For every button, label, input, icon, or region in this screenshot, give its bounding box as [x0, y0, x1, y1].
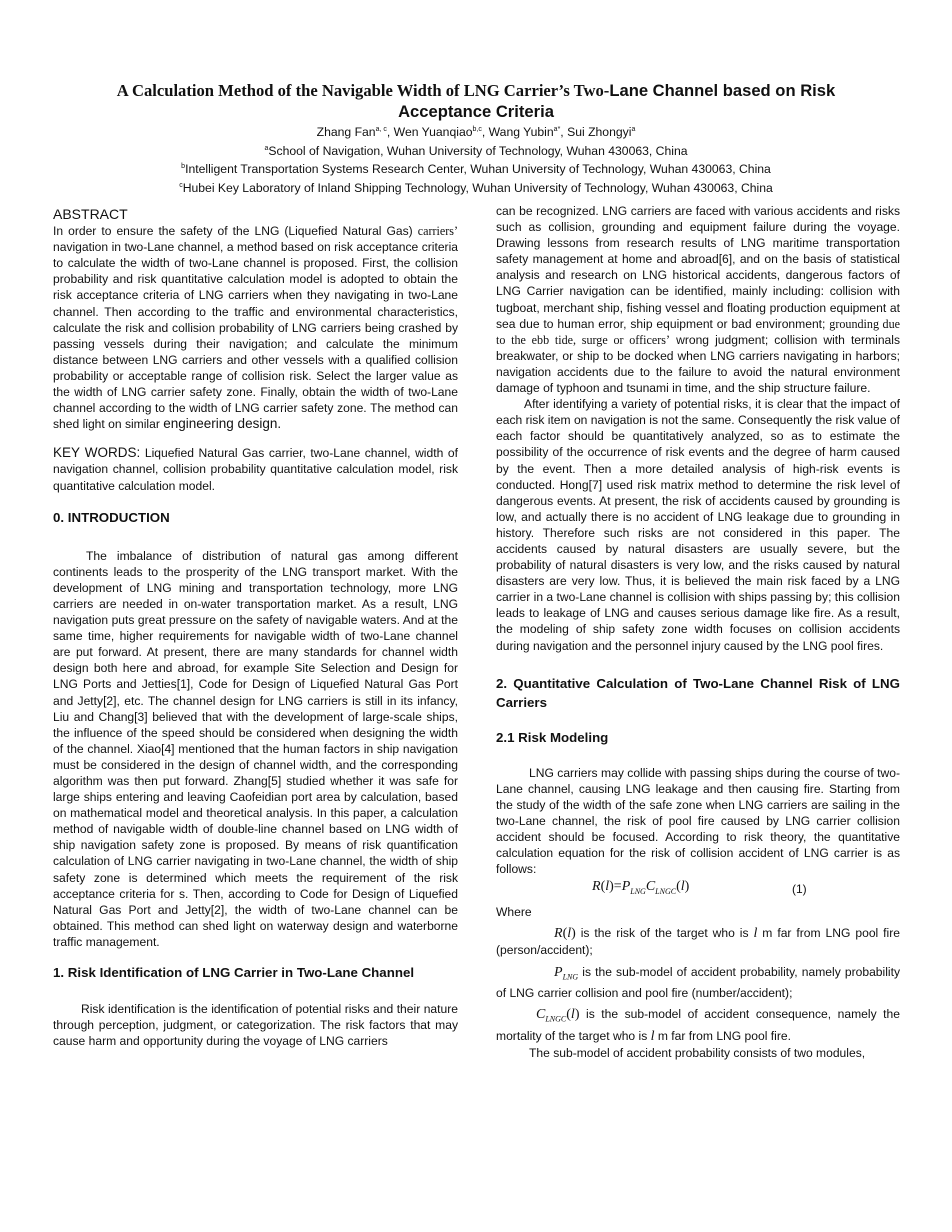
title-line2: Acceptance Criteria — [398, 102, 554, 121]
right-column — [496, 203, 900, 1061]
probability-submodel-text: The sub-model of accident probability consists of two modules, — [529, 1045, 866, 1060]
affiliation-c: $^c$Hubei Key Laboratory of Inland Shipping Technology, Wuhan University of Technology, Wuhan 430063, China — [179, 180, 773, 195]
author-block — [60, 122, 892, 196]
title-line1: A Calculation Method of the Navigable Width of LNG Carrier’s Two- — [116, 81, 610, 100]
paper-title — [60, 80, 892, 122]
section21-heading: 2.1 Risk Modeling — [496, 729, 609, 745]
intro-heading: 0. INTRODUCTION — [53, 509, 170, 525]
definition-consequence: $C_{LNGC}(l)$ is the sub-model of accident consequence, namely the mortality of the target who is l m far from LNG pool fire. — [496, 1007, 900, 1044]
author-names: Zhang Fan$^{a, c}$, Wen Yuanqiao$^{b,c}$, Wang Yubin$^{a*}$, Sui Zhongyi$^a$ — [316, 125, 636, 140]
definition-risk: R(l) is the risk of the target who is l m far from LNG pool fire (person/accident); — [496, 926, 900, 958]
section1-paragraph2: After identifying a variety of potential risks, it is clear that the impact of each risk item on navigation is not the same. Consequently the risk value of each factor should be quantitatively analyzed, so as to estimate the possibility of the occurrence of risk events and the degree of harm caused by the event. Then a more detailed analysis of high-risk events is conducted. Hong[7] used risk matrix method to determine the risk level of dangerous events. At present, the risk of accidents caused by grounding is low, and actually there is no accident of LNG leakage due to grounding in history. Therefore such risks are not considered in this paper. The accidents caused by natural disasters are usually severe, but the probability of natural disasters is very low, and the risks caused by natural disasters are very low. Thus, it is believed the main risk faced by a LNG carrier in a two-Lane channel is collision with ships passing by; this collision leads to leakage of LNG and causes serious damage like fire. As a result, the modeling of ship safety zone width focuses on collision accidents during navigation and the personnel injury caused by the LNG pool fires. — [496, 397, 901, 653]
intro-text: The imbalance of distribution of natural gas among different continents leads to the prosperity of the LNG transport market. With the development of LNG mining and transportation technology, more LNG carriers are needed in on-water transportation market. As a result, LNG navigation puts great pressure on the safety of navigable waters. And at the same time, higher requirements for navigable width of two-Lane channel are put forward. At present, there are many standards for channel width design both here and abroad, for example Site Selection and Design for LNG Ports and Jetties[1], Code for Design of Liquefied Natural Gas Port and Jetty[2], etc. The channel design for LNG carriers is still in its infancy, Liu and Chang[3] believed that with the development of large-scale ships, the influence of the speed should be considered when designing the width of the channel. Xiao[4] mentioned that the human factors in ship navigation must be considered in the design of channel width, and the corresponding algorithm was then put forward. Zhang[5] studied whether it was safe for large ships entering and leaving Caofeidian port area by calculation, based on mathematical model and theoretical analysis. In this paper, a calculation method of navigable width of double-line channel based on LNG width of ship navigation safety zone is proposed. By means of risk quantification calculation of LNG carrier navigating in two-Lane channel, the width of ship safety zone is determined which meets the requirement of the risk acceptance criteria for s. Then, according to Code for Design of Liquefied Natural Gas Port and Jetty[2], the width of two-Lane channel can be obtained. This method can shed light on waterway design and waterborne traffic management. — [53, 548, 458, 949]
section21-text: LNG carriers may collide with passing ships during the course of two-Lane channel, causing LNG leakage and then causing fire. Starting from the study of the width of the safe zone when LNG carriers are sailing in the two-Lane channel, the risk of pool fire caused by LNG carrier collision accident should be focused. According to risk theory, the quantitative calculation equation for the risk of collision accident of LNG carrier is as follows: — [496, 765, 900, 877]
equation-number: (1) — [792, 882, 807, 897]
section1-heading: 1. Risk Identification of LNG Carrier in Two-Lane Channel — [53, 965, 415, 981]
section1-text: Risk identification is the identification of potential risks and their nature through perception, judgment, or categorization. The risk factors that may cause harm and opportunity during the voyage of LNG carriers — [53, 1002, 458, 1049]
affiliation-b: $^b$Intelligent Transportation Systems Research Center, Wuhan University of Technology, Wuhan 430063, China — [181, 162, 771, 177]
title-line1b: Lane Channel based on Risk — [609, 81, 836, 100]
section2-heading: 2. Quantitative Calculation of Two-Lane Channel Risk of LNG Carriers — [496, 675, 900, 710]
equation-1 — [496, 879, 900, 901]
definition-probability: $P_{LNG}$ is the sub-model of accident probability, namely probability of LNG carrier collision and pool fire (number/accident); — [496, 964, 900, 1001]
equation-expression: $R(l)=P_{LNG}C_{LNGC}(l)$ — [592, 879, 690, 897]
abstract-heading: ABSTRACT — [53, 206, 128, 222]
affiliation-a: $^a$School of Navigation, Wuhan University of Technology, Wuhan 430063, China — [264, 143, 688, 158]
abstract-text: In order to ensure the safety of the LNG (Liquefied Natural Gas) carriers’ navigation in two-Lane channel, a method based on risk acceptance criteria to calculate the width of two-Lane channel is proposed. First, the collision probability and risk quantitative calculation model is adopted to obtain the risk acceptance criteria of LNG carriers when they navigating in two-Lane channel. Then according to the traffic and environmental characteristics, calculate the risk and collision probability of LNG carriers being crashed by passing vessels during their navigation; and calculate the minimum distance between LNG carriers and other vessels with a qualified collision probability or acceptable range of collision risk. Select the larger value as the width of LNG carrier safety zone. Finally, obtain the width of two-Lane channel according to the width of LNG carrier safety zone. The method can shed light on similar engineering design. — [53, 224, 458, 432]
where-label: Where — [496, 905, 532, 920]
left-column — [53, 206, 458, 1049]
section1-continued: can be recognized. LNG carriers are faced with various accidents and risks such as collision, grounding and equipment failure during the voyage. Drawing lessons from research results of LNG maritime transportation safety management at home and abroad[6], and on the basis of statistical analysis and research on LNG historical accidents, dangerous factors of LNG Carrier navigation can be identified, mainly including: collision with tugboat, merchant ship, fishing vessel and floating production equipment at sea due to human error, ship equipment or bad environment; grounding due to the ebb tide, surge or officers’ wrong judgment; collision with terminals breakwater, or ship to be docked when LNG carriers navigating in harbors; navigation accidents due to the failure to avoid the natural environment damage of typhoon and tsunami in time, and the ship structure failure. — [496, 204, 901, 396]
keywords: KEY WORDS: Liquefied Natural Gas carrier, two-Lane channel, width of navigation channel, collision probability quantitative calculation model, risk quantitative calculation model. — [53, 445, 458, 493]
